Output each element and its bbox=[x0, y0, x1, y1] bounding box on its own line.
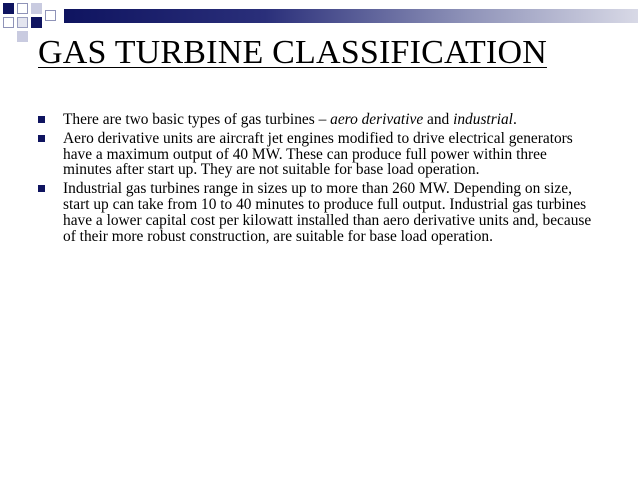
decorative-square-icon bbox=[3, 17, 14, 28]
decorative-square-icon bbox=[17, 17, 28, 28]
bullet-item bbox=[38, 131, 598, 178]
slide-title: GAS TURBINE CLASSIFICATION bbox=[38, 34, 547, 71]
square-bullet-icon bbox=[38, 135, 45, 142]
square-bullet-icon bbox=[38, 116, 45, 123]
bullet-text-segment: Aero derivative units are aircraft jet engines modified to drive electrical generators have a maximum output of 40 MW. These can produce full power within three minutes after start up. They are not suitable for base load operation. bbox=[63, 129, 573, 179]
bullet-item bbox=[38, 112, 598, 128]
decorative-square-icon bbox=[3, 3, 14, 14]
bullet-item bbox=[38, 181, 598, 244]
bullet-text-segment: . bbox=[512, 111, 517, 128]
emphasized-text: aero derivative bbox=[330, 111, 424, 128]
bullet-text-segment: There are two basic types of gas turbines – bbox=[63, 111, 331, 128]
bullet-text-segment: Industrial gas turbines range in sizes up to more than 260 MW. Depending on size, start up can take from 10 to 40 minutes to produce full output. Industrial gas turbines have a lower capital cost per kilowatt installed than aero derivative units and, because of their more robust construction, are suitable for base load operation. bbox=[63, 180, 592, 245]
bullet-text-segment: and bbox=[423, 111, 454, 128]
bullet-text bbox=[63, 111, 517, 128]
square-bullet-icon bbox=[38, 185, 45, 192]
decorative-square-icon bbox=[17, 31, 28, 42]
bullet-list bbox=[38, 112, 598, 247]
decorative-square-icon bbox=[31, 17, 42, 28]
decorative-square-icon bbox=[31, 3, 42, 14]
emphasized-text: industrial bbox=[453, 111, 513, 128]
decorative-square-icon bbox=[17, 3, 28, 14]
bullet-text bbox=[63, 180, 591, 244]
bullet-text bbox=[63, 130, 573, 179]
decorative-square-icon bbox=[45, 10, 56, 21]
header-gradient-bar bbox=[64, 9, 638, 23]
